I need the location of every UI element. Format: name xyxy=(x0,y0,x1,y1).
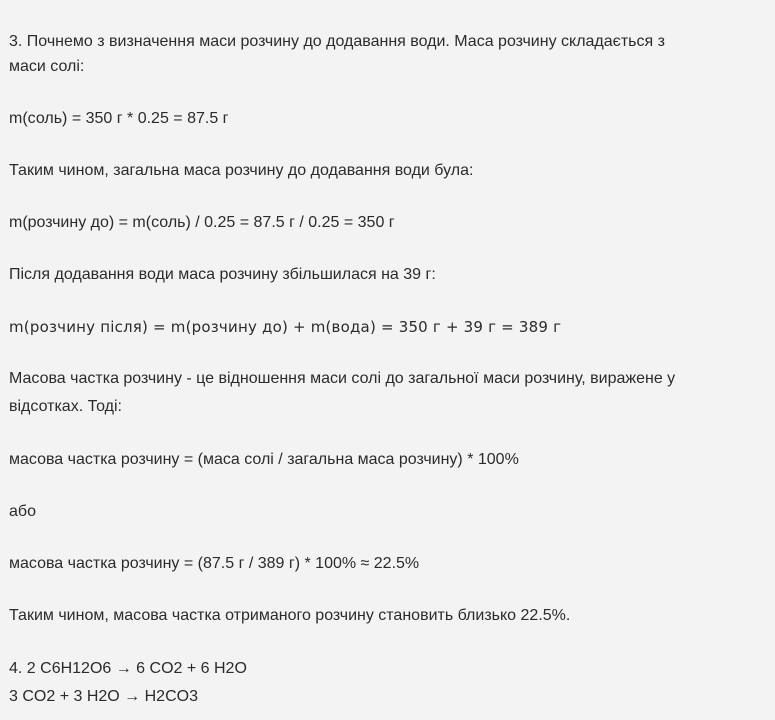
conclusion-text: Таким чином, масова частка отриманого розчину становить близько 22.5%. xyxy=(9,607,571,624)
calculation-mass-fraction: масова частка розчину = (87.5 г / 389 г) * 100% ≈ 22.5% xyxy=(9,555,420,572)
paragraph-mass-fraction-line1: Масова частка розчину - це відношення маси солі до загальної маси розчину, виражене у xyxy=(9,370,676,387)
equation-salt-mass: m(соль) = 350 г * 0.25 = 87.5 г xyxy=(9,110,229,127)
reaction-step4-line1: 4. 2 C6H12O6 → 6 CO2 + 6 H2O xyxy=(9,660,247,677)
paragraph-step3-line1: 3. Почнемо з визначення маси розчину до додавання води. Маса розчину складається з xyxy=(9,33,665,50)
reaction-step4-line2: 3 CO2 + 3 H2O → H2CO3 xyxy=(9,688,198,705)
paragraph-mass-fraction-line2: відсотках. Тоді: xyxy=(9,398,122,415)
or-text: або xyxy=(9,503,36,520)
formula-mass-fraction: масова частка розчину = (маса солі / загальна маса розчину) * 100% xyxy=(9,451,519,468)
equation-solution-after: m(розчину після) = m(розчину до) + m(вода) = 350 г + 39 г = 389 г xyxy=(9,318,562,336)
equation-solution-before: m(розчину до) = m(соль) / 0.25 = 87.5 г / 0.25 = 350 г xyxy=(9,214,395,231)
paragraph-total-mass-before: Таким чином, загальна маса розчину до додавання води була: xyxy=(9,162,474,179)
paragraph-step3-line2: маси солі: xyxy=(9,58,85,75)
paragraph-water-added: Після додавання води маса розчину збільшилася на 39 г: xyxy=(9,266,436,283)
